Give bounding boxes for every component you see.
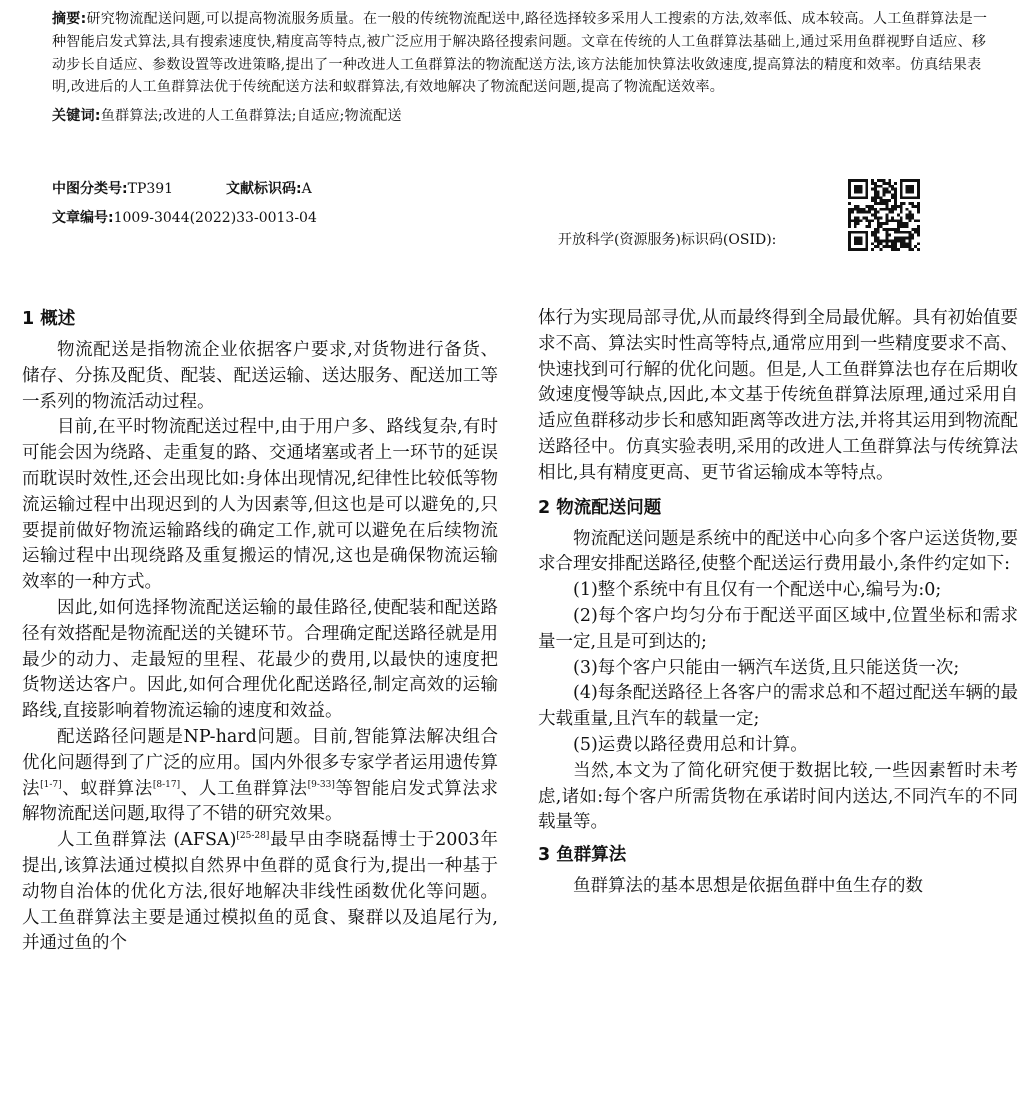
paragraph-4-text-c: 、人工鱼群算法: [180, 778, 308, 799]
condition-5: (5)运费以路径费用总和计算。: [573, 734, 808, 755]
condition-1: (1)整个系统中有且仅有一个配送中心,编号为:0;: [573, 580, 942, 601]
paragraph-5-text-b: 最早由李晓磊博士于2003年提出,该算法通过模拟自然界中鱼群的觅食行为,提出一种基于动物自治体的优化方法,很好地解决非线性函数优化等问题。人工鱼群算法主要是通过模拟鱼的觅食、聚群以及追尾行为,并通过鱼的个: [22, 830, 498, 954]
keywords-label: 关键词:: [52, 108, 101, 125]
citation-ref: [25-28]: [236, 831, 270, 842]
section-2-paragraph-1: 物流配送问题是系统中的配送中心向多个客户运送货物,要求合理安排配送路径,使整个配送运行费用最小,条件约定如下:: [538, 528, 1018, 575]
article-number-line: [52, 207, 317, 227]
abstract-paragraph: [52, 8, 992, 99]
condition-3: (3)每个客户只能由一辆汽车送货,且只能送货一次;: [573, 657, 960, 678]
condition-4: (4)每条配送路径上各客户的需求总和不超过配送车辆的最大载重量,且汽车的载量一定;: [538, 683, 1018, 730]
right-column: [538, 306, 1018, 900]
classification-line: [52, 178, 312, 198]
left-column: [22, 306, 498, 957]
section-1-paragraph-3: 因此,如何选择物流配送运输的最佳路径,使配装和配送路径有效搭配是物流配送的关键环节。合理确定配送路径就是用最少的动力、走最短的里程、花最少的费用,以最快的速度把货物送达客户。因此,如何合理优化配送路径,制定高效的运输路线,直接影响着物流运输的速度和效益。: [22, 597, 498, 722]
doc-code-value: A: [301, 181, 312, 197]
citation-ref: [1-7]: [40, 779, 62, 790]
section-1-heading: 1 概述: [22, 309, 76, 329]
article-no-label: 文章编号:: [52, 210, 114, 226]
osid-label: 开放科学(资源服务)标识码(OSID):: [558, 232, 777, 248]
abstract-text: 研究物流配送问题,可以提高物流服务质量。在一般的传统物流配送中,路径选择较多采用人工搜索的方法,效率低、成本较高。人工鱼群算法是一种智能启发式算法,具有搜索速度快,精度高等特点,被广泛应用于解决路径搜索问题。文章在传统的人工鱼群算法基础上,通过采用鱼群视野自适应、移动步长自适应、参数设置等改进策略,提出了一种改进人工鱼群算法的物流配送方法,该方法能加快算法收敛速度,提高算法的精度和效率。仿真结果表明,改进后的人工鱼群算法优于传统配送方法和蚁群算法,有效地解决了物流配送问题,提高了物流配送效率。: [52, 11, 988, 96]
section-1-paragraph-6: 体行为实现局部寻优,从而最终得到全局最优解。具有初始值要求不高、算法实时性高等特点,通常应用到一些精度要求不高、快速找到可行解的优化问题。但是,人工鱼群算法也存在后期收敛速度慢等缺点,因此,本文基于传统鱼群算法原理,通过采用自适应鱼群移动步长和感知距离等改进方法,并将其运用到物流配送路径中。仿真实验表明,采用的改进人工鱼群算法与传统算法相比,具有精度更高、更节省运输成本等特点。: [538, 308, 1018, 483]
citation-ref: [9-33]: [307, 779, 335, 790]
abstract-block: [52, 8, 992, 128]
condition-2: (2)每个客户均匀分布于配送平面区域中,位置坐标和需求量一定,且是可到达的;: [538, 605, 1018, 652]
keywords-text: 鱼群算法;改进的人工鱼群算法;自适应;物流配送: [100, 108, 402, 125]
section-1-paragraph-4: [22, 725, 498, 828]
paragraph-5-text-a: 人工鱼群算法 (AFSA): [57, 830, 237, 851]
paragraph-4-text-b: 、蚁群算法: [61, 778, 153, 799]
paragraph-4-text-a: 配送路径问题是NP-hard问题。目前,智能算法解决组合优化问题得到了广泛的应用。国内外很多专家学者运用遗传算法: [22, 726, 498, 799]
keywords-line: [52, 105, 992, 128]
clc-value: TP391: [127, 181, 174, 197]
section-1-paragraph-2: 目前,在平时物流配送过程中,由于用户多、路线复杂,有时可能会因为绕路、走重复的路、交通堵塞或者上一环节的延误而耽误时效性,还会出现比如:身体出现情况,纪律性比较低等物流运输过程中出现迟到的人为因素等,但这也是可以避免的,只要提前做好物流运输路线的确定工作,就可以避免在后续物流运输过程中出现绕路及重复搬运的情况,这也是确保物流运输效率的一种方式。: [22, 417, 498, 593]
section-3-paragraph-1: 鱼群算法的基本思想是依据鱼群中鱼生存的数: [573, 876, 923, 897]
doc-code-label: 文献标识码:: [226, 181, 302, 197]
abstract-label: 摘要:: [52, 11, 87, 27]
citation-ref: [8-17]: [152, 779, 181, 790]
article-no-value: 1009-3044(2022)33-0013-04: [113, 210, 317, 226]
paragraph-4-text-d: 等智能启发式算法求解物流配送问题,取得了不错的研究效果。: [22, 778, 499, 825]
section-2-paragraph-2: 当然,本文为了简化研究便于数据比较,一些因素暂时未考虑,诸如:每个客户所需货物在承诺时间内送达,不同汽车的不同载量等。: [538, 760, 1018, 833]
qr-code-icon[interactable]: [848, 179, 920, 251]
section-1-paragraph-1: 物流配送是指物流企业依据客户要求,对货物进行备货、储存、分拣及配货、配装、配送运输、送达服务、配送加工等一系列的物流活动过程。: [22, 340, 498, 412]
section-2-heading: 2 物流配送问题: [538, 497, 662, 518]
clc-label: 中图分类号:: [52, 181, 128, 197]
section-1-paragraph-5: [22, 828, 498, 957]
section-3-heading: 3 鱼群算法: [538, 845, 627, 866]
